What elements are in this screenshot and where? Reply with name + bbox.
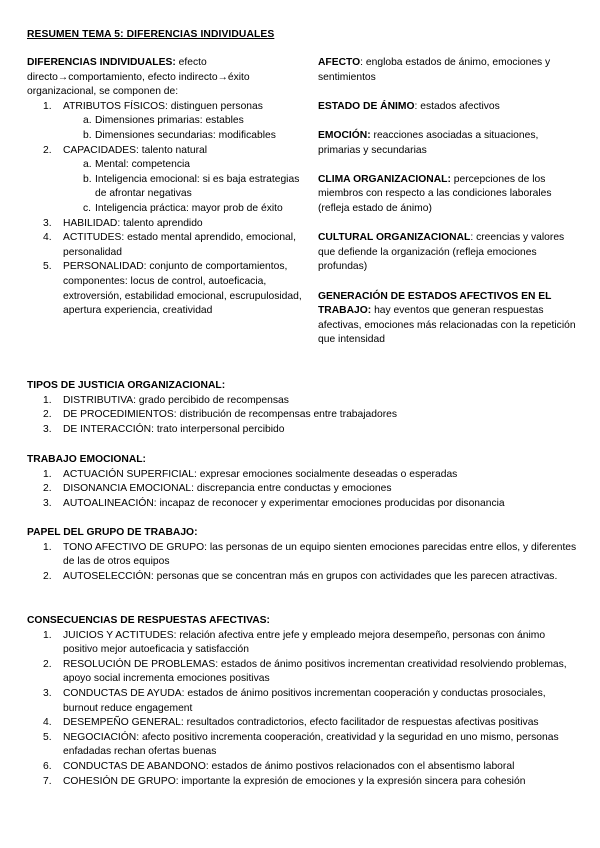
papel-section [27,526,582,584]
list-item: 1. ATRIBUTOS FÍSICOS: distinguen personas [43,100,263,112]
sub-list-item: a. Mental: competencia [83,159,191,171]
sub-list-item: a. Dimensiones primarias: estables [83,115,244,127]
diferencias-section [27,56,312,319]
list-item: 1. DISTRIBUTIVA: grado percibido de recompensas [43,394,289,406]
definition-emocion: EMOCIÓN: reacciones asociadas a situaciones, primarias y secundarias [318,129,539,156]
definition-estado-animo: ESTADO DE ÁNIMO: estados afectivos [318,100,500,112]
document-title: RESUMEN TEMA 5: DIFERENCIAS INDIVIDUALES [27,29,275,40]
list-item: 7. COHESIÓN DE GRUPO: importante la expresión de emociones y la expresión sincera para cohesión [43,775,526,787]
list-item: 4. DESEMPEÑO GENERAL: resultados contradictorios, efecto facilitador de respuestas afectivas positivas [43,717,539,729]
justicia-section [27,379,582,437]
list-item: 1. ACTUACIÓN SUPERFICIAL: expresar emociones socialmente deseadas o esperadas [43,468,458,480]
list-item: 2. DISONANCIA EMOCIONAL: discrepancia entre conductas y emociones [43,483,392,495]
justicia-list [27,394,582,438]
list-item: 1. JUICIOS Y ACTITUDES: relación afectiva entre jefe y empleado mejora desempeño, personas con ánimo positivo mejor autoeficacia y satisfacción [43,629,546,656]
definition-cultural: CULTURAL ORGANIZACIONAL: creencias y valores que defiende la organización (refleja emociones profundas) [318,232,565,273]
list-item: 3. HABILIDAD: talento aprendido [43,217,203,229]
list-item: 1. TONO AFECTIVO DE GRUPO: las personas de un equipo sienten emociones parecidas entre ellos, y diferentes de las de otros equipos [43,541,577,568]
definition-afecto: AFECTO: engloba estados de ánimo, emociones y sentimientos [318,57,551,83]
list-item: 2. DE PROCEDIMIENTOS: distribución de recompensas entre trabajadores [43,409,398,421]
list-item: 2. CAPACIDADES: talento natural [43,144,208,156]
trabajo-section [27,453,582,511]
sub-list-item: b. Inteligencia emocional: si es baja estrategias de afrontar negativas [83,173,300,200]
consecuencias-list [27,629,582,790]
definitions-column [318,56,580,362]
list-item: 4. ACTITUDES: estado mental aprendido, emocional, personalidad [43,232,296,258]
list-item: 3. DE INTERACCIÓN: trato interpersonal percibido [43,423,285,435]
diferencias-heading: DIFERENCIAS INDIVIDUALES: [27,57,176,68]
section-heading: CONSECUENCIAS DE RESPUESTAS AFECTIVAS: [27,615,270,626]
list-item: 3. CONDUCTAS DE AYUDA: estados de ánimo positivos incrementan cooperación y conductas prosociales, burnout reduce engagement [43,687,546,714]
trabajo-list [27,468,582,512]
definition-clima: CLIMA ORGANIZACIONAL: percepciones de los miembros con respecto a las condiciones laborales (refleja estado de ánimo) [318,173,552,214]
section-heading: TRABAJO EMOCIONAL: [27,454,146,465]
diferencias-intro [27,56,312,100]
sub-list-item: b. Dimensiones secundarias: modificables [83,129,276,141]
diferencias-list [27,100,312,319]
list-item: 5. NEGOCIACIÓN: afecto positivo incrementa cooperación, creatividad y la seguridad en uno mismo, personas enfadadas rechan ofertas buenas [43,731,559,758]
section-heading: PAPEL DEL GRUPO DE TRABAJO: [27,527,198,538]
list-item: 2. AUTOSELECCIÓN: personas que se concentran más en grupos con actividades que les parecen atractivas. [43,570,558,582]
section-heading: TIPOS DE JUSTICIA ORGANIZACIONAL: [27,380,226,391]
list-item: 3. AUTOALINEACIÓN: incapaz de reconocer y experimentar emociones producidas por disonancia [43,497,505,509]
diferencias-intro-text: efecto directo→comportamiento, efecto indirecto→éxito organizacional, se componen de: [27,57,250,98]
list-item: 5. PERSONALIDAD: conjunto de comportamientos, componentes: locus de control, autoeficacia, extroversión, estabilidad emocional, escrupulosidad, apertura experiencia, creatividad [43,261,302,317]
papel-list [27,541,582,585]
definition-generacion: GENERACIÓN DE ESTADOS AFECTIVOS EN EL TRABAJO: hay eventos que generan respuestas afectivas, emociones más relacionadas con la repetición que intensidad [318,290,576,346]
consecuencias-section [27,614,582,789]
sub-list-item: c. Inteligencia práctica: mayor prob de éxito [83,202,283,214]
list-item: 2. RESOLUCIÓN DE PROBLEMAS: estados de ánimo positivos incrementan creatividad resolviendo problemas, apoyo social incrementa emociones positivas [43,658,567,685]
list-item: 6. CONDUCTAS DE ABANDONO: estados de ánimo postivos relacionados con el absentismo laboral [43,760,515,772]
